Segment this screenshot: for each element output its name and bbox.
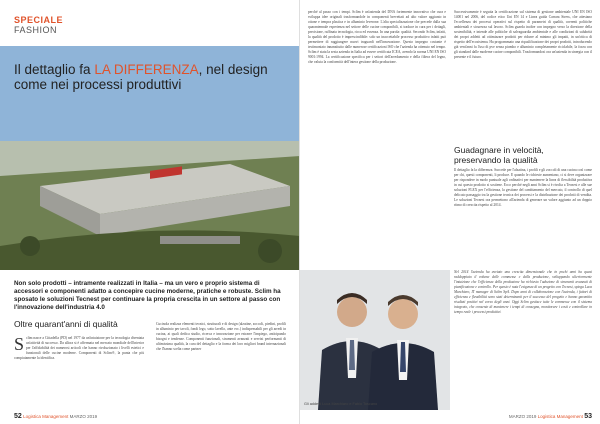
- issue-date: MARZO 2019: [69, 414, 98, 419]
- page-number-right: 53: [584, 413, 592, 420]
- right-column-2: Successivamente è seguita la certificazione sul sistema di gestione ambientale UNI EN ISO 14001 nel 2006, del codice etico Uni EN 14 e Linea guida Carrara Stress, che attestano l'eccellenza dei processi operativi sul rispetto di parametri di qualità, coerenti politiche ambientali e sicurezza sul lavoro. Sclim guarda inoltre con impegno verso la direzione della sostenibilità, e intende alle politiche di salvaguardia ambientale e alle condizioni di salubrità dei propri addetti ad ottimizzare prodotti per ridurre al minimo gli impatti, in un'ottica di rispetto dell'ecosistema. Ha programmato una riqualificazione dei propri prodotti, introducendo già vent'anni fa l'uso di pve senza piombo e alluminio completamente riciclabile, la forza con gli standard dalle moderne cucine componibili. Trasformandosi ora un'azienda in sinergia con il presente e il futuro.: [454, 10, 592, 59]
- lead-paragraph: Non solo prodotti – intramente realizzati in Italia – ma un vero e proprio sistema di accessori e componenti adatto a concepire cucine moderne, pratiche e robuste. Sclim ha sposato le soluzioni Tecnest per continuare la propria crescita in un settore al passo con l'innovazione dell'industria 4.0: [14, 280, 281, 311]
- article-column-2: Cucinola realizza elementi tecnici, strutturali e di design (alzatine, zoccoli, piedini, profili in alluminio per tavoli, fondi lego, sotto lavello, ante ecc.) indispensabili per gli arredi in cucina, ai quali dedica studio, ricerca e innovazione per estrarre l'impiego, anticipando bisogni e tendenze. Componenti funzionali, strumenti avanzati e servizi performanti di ultimissima qualità, la cura del dettaglio e la forma dei loro migliori brand internazionali che l'hanno scelta come partner: [156, 322, 286, 351]
- section-title-right: Guadagnare in velocità, preservando la qualità: [454, 145, 544, 165]
- headline-part2: , nel design come nei processi produttivi: [14, 62, 268, 92]
- right-column-4: Nel 2014 l'azienda ha avviato una crescita dimensionale che in pochi anni ha quasi raddoppiato il volume delle commesse e della produzione, sviluppando ulteriormente l'intuizione che l'efficienza della produzione ha richiesto l'adozione di strumenti avanzati di pianificazione e controllo. Per questo è nata l'esigenza di un progetto con Tecnest, spiega Luca Marchiaro, IT manager di Sclim SpA. Dopo anni di collaborazione con l'azienda, i fattori di efficienza e flessibilità sono stati determinanti per il successo del progetto e hanno garantito risultati positivi nel corso degli anni. Oggi Sclim gestisce tutte le commesse con il sistema integrato, che consente di mantenere i tempi di consegna, monitorare i costi e controllare in tempo reale i processi produttivi.: [454, 270, 592, 314]
- dropcap: S: [14, 336, 25, 354]
- section-title: Oltre quarant'anni di qualità: [14, 319, 118, 329]
- section-kicker: SPECIALE: [14, 15, 64, 25]
- publication-name-right: Logistica Management: [537, 414, 583, 419]
- right-folio: [509, 413, 592, 420]
- two-men-illustration: [300, 270, 450, 410]
- publication-name: Logistica Management: [23, 414, 69, 419]
- headline-highlight: LA DIFFERENZA: [94, 62, 199, 77]
- portrait-photo: [300, 270, 450, 410]
- photo-caption: Gli addetti Luca Marchiaro e Fabio Toscano: [304, 402, 378, 406]
- right-column-1: perché al passo con i tempi. Sclim è un'azienda del DNA fortemente innovativo che cura e sviluppa idee originali trasformandole in componenti brevettati ad alto valore aggiunto in ottone e tempra plastica e in alluminio leverone. L'alta specializzazione che precede dalla sua quarantennale esperienza nel settore delle cucine componibili, si traduce in cura per i dettagli, precisione, raffinata tecnologia, ricca ed essenza. In una parola: qualità. Secondo Sclim, infatti, la qualità del prodotto è imprescindibile: solo un inaccettabile processo produttivo infatti può permettere di raggiungere nuovi traguardi nell'innovazione. Questo impegno costante è testimoniato innanzitutto dalle numerose certificazioni ISO che l'azienda ha ottenuto nel tempo. Sclim è stata la sesta azienda in Italia ad essere certificata ICEA, avendo la norma UNI EN ISO 9001:1994. La certificazione specifica per i settori dell'arredamento e della filiera del legno, che valuta la conformità dell'intera gestione della produzione.: [308, 10, 446, 64]
- page-number: 52: [14, 413, 22, 420]
- issue-date-right: MARZO 2019: [508, 414, 537, 419]
- right-page: [300, 0, 600, 424]
- headline-part1: Il dettaglio fa: [14, 62, 95, 77]
- headline: [14, 62, 290, 92]
- article-column-1: [14, 336, 144, 406]
- left-folio: [14, 413, 97, 420]
- column-1-text: clim nasce a Cittadella (PD) nel 1977 da un'intuizione per la tecnologia diventata un'attività di successo. Da allora si è affermata nel mercato mondiale dell'interior per l'affidabilità dei numerosi articoli che hanno rivoluzionato i livelli estetici e funzionali delle cucine moderne. Componenti di Sclim®, la punta che più compiutamente la identifica.: [14, 336, 144, 360]
- right-column-3: Il dettaglio fa la differenza. Succede per l'alzatina, i profili e gli zoccoli di una cucina così come per chi, questi componenti, li produce. E quando le richieste aumentano, ci si deve organizzare per rispondere in modo puntuale agli ordinativi per mantenere la linea di flessibilità produttiva in cui questo prodotto si sostiene. Ecco perché negli anni Sclim si è rivolta a Tecnest e alle sue soluzioni FLEX per l'efficienza, la gestione del cambiamento del mercato, il controllo di quel delicato passaggio tra la gestione tecnica dei processi e la distribuzione dei prodotti di vendita. Le soluzioni Tecnest ora permettono all'azienda di generare un valore aggiunto ad un doppio ritmo di crescita rispetto al 2014.: [454, 168, 592, 207]
- section-sub: FASHION: [14, 25, 58, 35]
